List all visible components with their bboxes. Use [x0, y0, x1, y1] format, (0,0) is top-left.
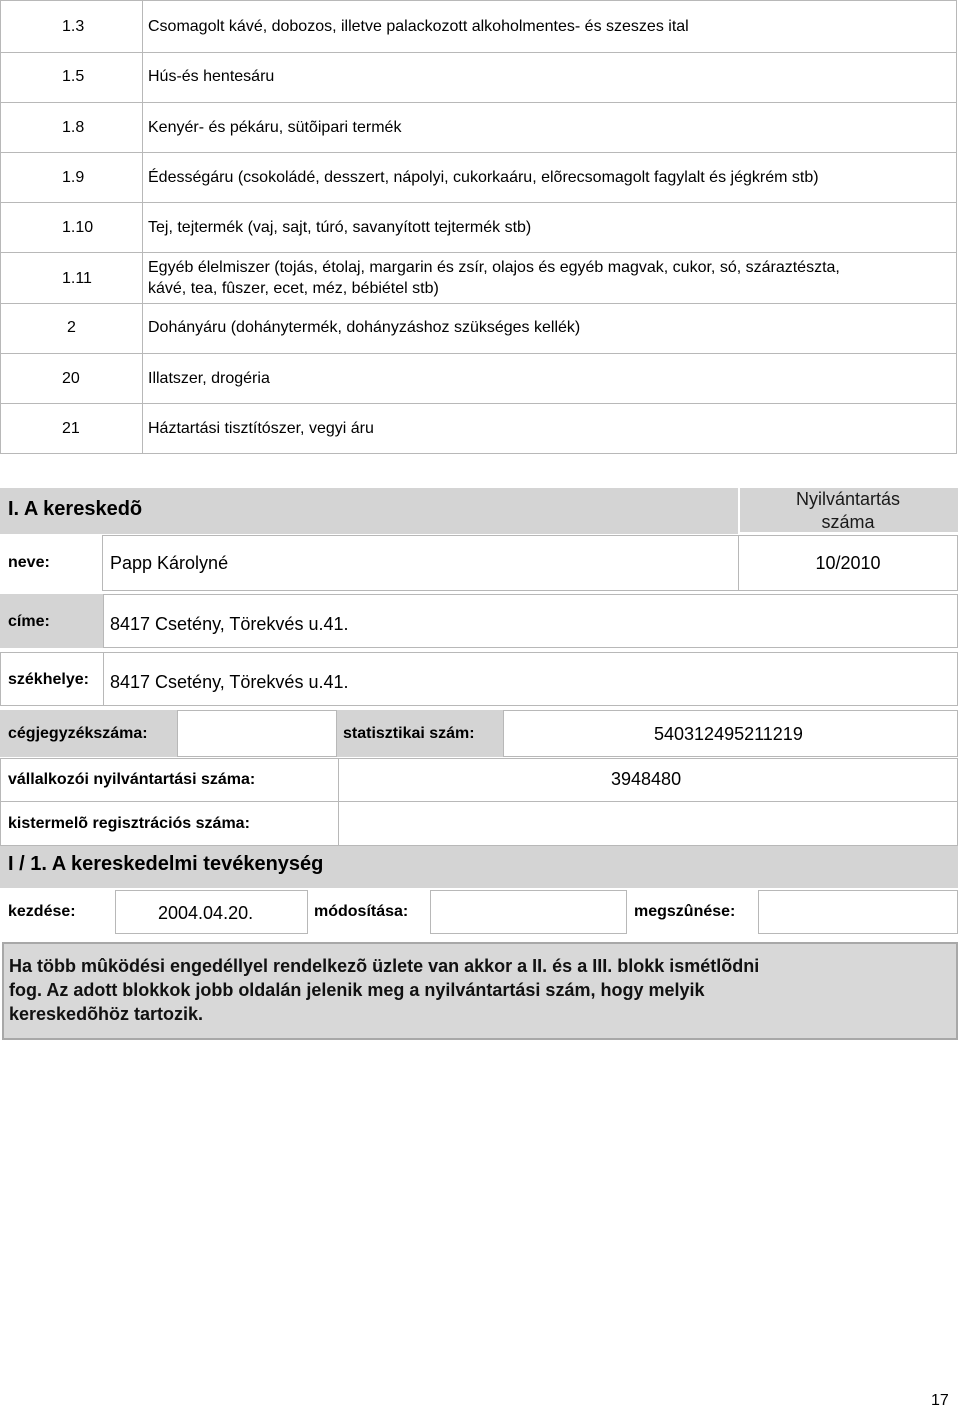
category-label: Tej, tejtermék (vaj, sajt, túró, savanyított tejtermék stb) [148, 219, 532, 236]
category-code: 2 [67, 319, 76, 336]
reg-number-value: 10/2010 [815, 553, 881, 573]
category-label: Háztartási tisztítószer, vegyi áru [148, 420, 374, 437]
producer-label: kistermelõ regisztrációs száma: [8, 815, 250, 832]
category-code: 20 [62, 370, 80, 387]
note-line-1: Ha több mûködési engedéllyel rendelkezõ üzlete van akkor a II. és a III. blokk ismétlõdni [9, 956, 760, 976]
category-code: 1.9 [62, 169, 85, 186]
end-label: megszûnése: [634, 903, 736, 920]
start-value: 2004.04.20. [158, 903, 254, 923]
category-label: Csomagolt kávé, dobozos, illetve palackozott alkoholmentes- és szeszes ital [148, 18, 689, 35]
producer-value-box [338, 802, 958, 846]
category-code: 21 [62, 420, 80, 437]
category-code: 1.5 [62, 68, 85, 85]
category-label: Illatszer, drogéria [148, 370, 270, 387]
start-label: kezdése: [8, 903, 76, 920]
modify-value-box [430, 890, 627, 934]
page-number: 17 [931, 1392, 949, 1409]
stat-label: statisztikai szám: [343, 725, 475, 742]
category-label: Édességáru (csokoládé, desszert, nápolyi, cukorkaáru, elõrecsomagolt fagylalt és jégkrém stb) [148, 169, 819, 186]
category-code: 1.3 [62, 18, 85, 35]
activity-section-title: I / 1. A kereskedelmi tevékenység [8, 853, 324, 875]
entrepreneur-value: 3948480 [611, 769, 682, 789]
reg-number-header-line2: száma [821, 512, 875, 532]
seat-value: 8417 Csetény, Törekvés u.41. [110, 672, 349, 692]
category-label-line2: kávé, tea, fûszer, ecet, méz, bébiétel stb) [148, 280, 439, 297]
company-reg-value-box [177, 710, 337, 757]
seat-label: székhelye: [8, 671, 89, 688]
stat-value: 540312495211219 [654, 724, 803, 744]
modify-label: módosítása: [314, 903, 409, 920]
address-label: címe: [8, 613, 50, 630]
name-label: neve: [8, 554, 50, 571]
entrepreneur-label: vállalkozói nyilvántartási száma: [8, 771, 256, 788]
category-label: Hús-és hentesáru [148, 68, 275, 85]
reg-number-header-line1: Nyilvántartás [795, 489, 901, 509]
address-value: 8417 Csetény, Törekvés u.41. [110, 614, 349, 634]
end-value-box [758, 890, 958, 934]
category-code: 1.8 [62, 119, 85, 136]
category-code: 1.11 [62, 270, 92, 287]
category-label: Kenyér- és pékáru, sütõipari termék [148, 119, 402, 136]
merchant-section-title: I. A kereskedõ [8, 498, 143, 520]
company-reg-label: cégjegyzékszáma: [8, 725, 148, 742]
category-code: 1.10 [62, 219, 94, 236]
note-line-3: kereskedõhöz tartozik. [9, 1004, 204, 1024]
note-line-2: fog. Az adott blokkok jobb oldalán jelenik meg a nyilvántartási szám, hogy melyik [9, 980, 705, 1000]
category-label-line1: Egyéb élelmiszer (tojás, étolaj, margarin és zsír, olajos és egyéb magvak, cukor, só, száraztészta, [148, 259, 840, 276]
category-label: Dohányáru (dohánytermék, dohányzáshoz szükséges kellék) [148, 319, 581, 336]
name-value: Papp Károlyné [110, 553, 229, 573]
